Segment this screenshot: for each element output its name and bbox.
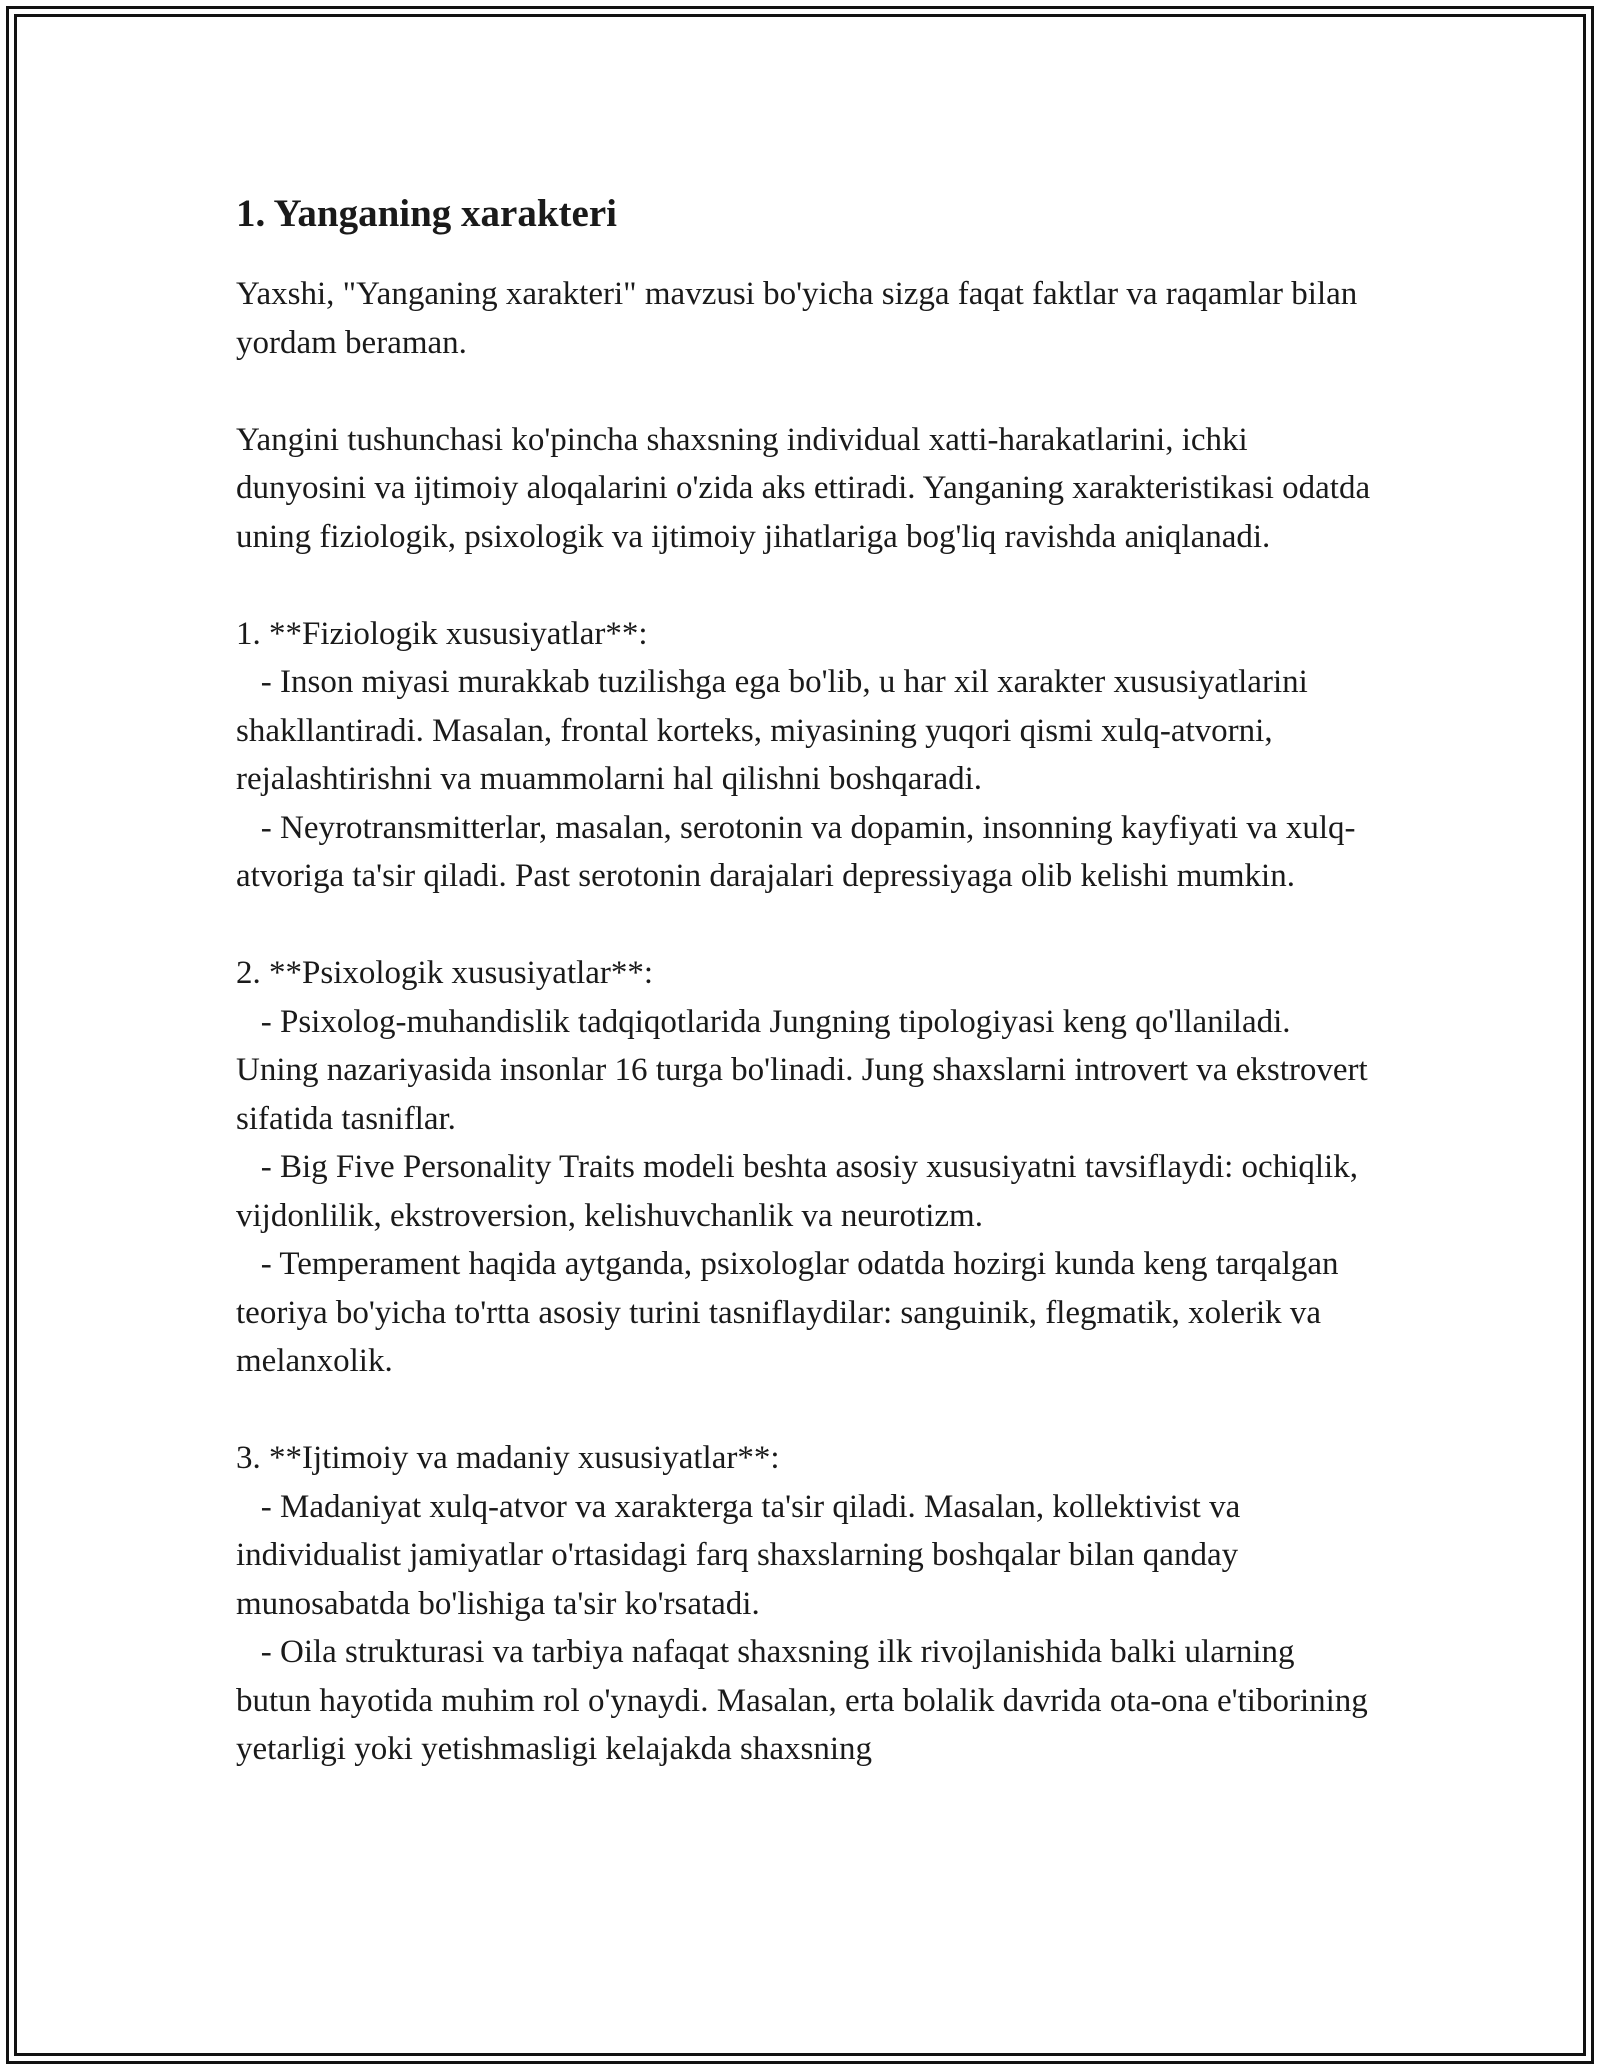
list-item: - Oila strukturasi va tarbiya nafaqat shaxsning ilk rivojlanishida balki ularning butun hayotida muhim rol o'ynaydi. Masalan, erta bolalik davrida ota-ona e'tiborining yetarligi yoki yetishmasligi kelajakda shaxsning (236, 1634, 1377, 1767)
section-heading: 2. **Psixologik xususiyatlar**: (236, 955, 654, 991)
list-item: - Madaniyat xulq-atvor va xarakterga ta'sir qiladi. Masalan, kollektivist va individualist jamiyatlar o'rtasidagi farq shaxslarning boshqalar bilan qanday munosabatda bo'lishiga ta'sir ko'rsatadi. (236, 1488, 1249, 1622)
spacer (236, 901, 1376, 950)
section-social-cultural (236, 1434, 1376, 1774)
list-item: - Big Five Personality Traits modeli beshta asosiy xususiyatni tavsiflaydi: ochiqlik, vijdonlilik, ekstroversion, kelishuvchanlik va neurotizm. (236, 1149, 1367, 1234)
document-body (236, 188, 1379, 1774)
list-item: - Neyrotransmitterlar, masalan, serotonin va dopamin, insonning kayfiyati va xulq-atvoriga ta'sir qiladi. Past serotonin darajalari depressiyaga olib kelishi mumkin. (236, 809, 1356, 894)
list-item: - Temperament haqida aytganda, psixologlar odatda hozirgi kunda keng tarqalgan teoriya bo'yicha to'rtta asosiy turini tasniflaydilar: sanguinik, flegmatik, xolerik va melanxolik. (236, 1246, 1347, 1379)
list-item: - Psixolog-muhandislik tadqiqotlarida Jungning tipologiyasi keng qo'llaniladi. Uning nazariyasida insonlar 16 turga bo'linadi. Jung shaxslarni introvert va ekstrovert sifatida tasniflar. (236, 1003, 1376, 1137)
document-title: 1. Yanganing xarakteri (236, 192, 617, 235)
section-heading: 3. **Ijtimoiy va madaniy xususiyatlar**: (236, 1440, 780, 1476)
spacer (236, 561, 1376, 610)
section-heading: 1. **Fiziologik xususiyatlar**: (236, 615, 648, 652)
section-physiological (236, 610, 1376, 901)
body-paragraph: Yangini tushunchasi ko'pincha shaxsning individual xatti-harakatlarini, ichki dunyosini va ijtimoiy aloqalarini o'zida aks ettiradi. Yanganing xarakteristikasi odatda uning fiziologik, psixologik va ijtimoiy jihatlariga bog'liq ravishda aniqlanadi. (236, 421, 1379, 555)
section-psychological (236, 949, 1376, 1386)
list-item: - Inson miyasi murakkab tuzilishga ega bo'lib, u har xil xarakter xususiyatlarini shakllantiradi. Masalan, frontal korteks, miyasining yuqori qismi xulq-atvorni, rejalashtirishni va muammolarni hal qilishni boshqaradi. (236, 664, 1317, 797)
intro-paragraph: Yaxshi, "Yanganing xarakteri" mavzusi bo'yicha sizga faqat faktlar va raqamlar bilan yordam beraman. (236, 276, 1366, 361)
spacer (236, 1386, 1376, 1435)
spacer (236, 367, 1376, 416)
